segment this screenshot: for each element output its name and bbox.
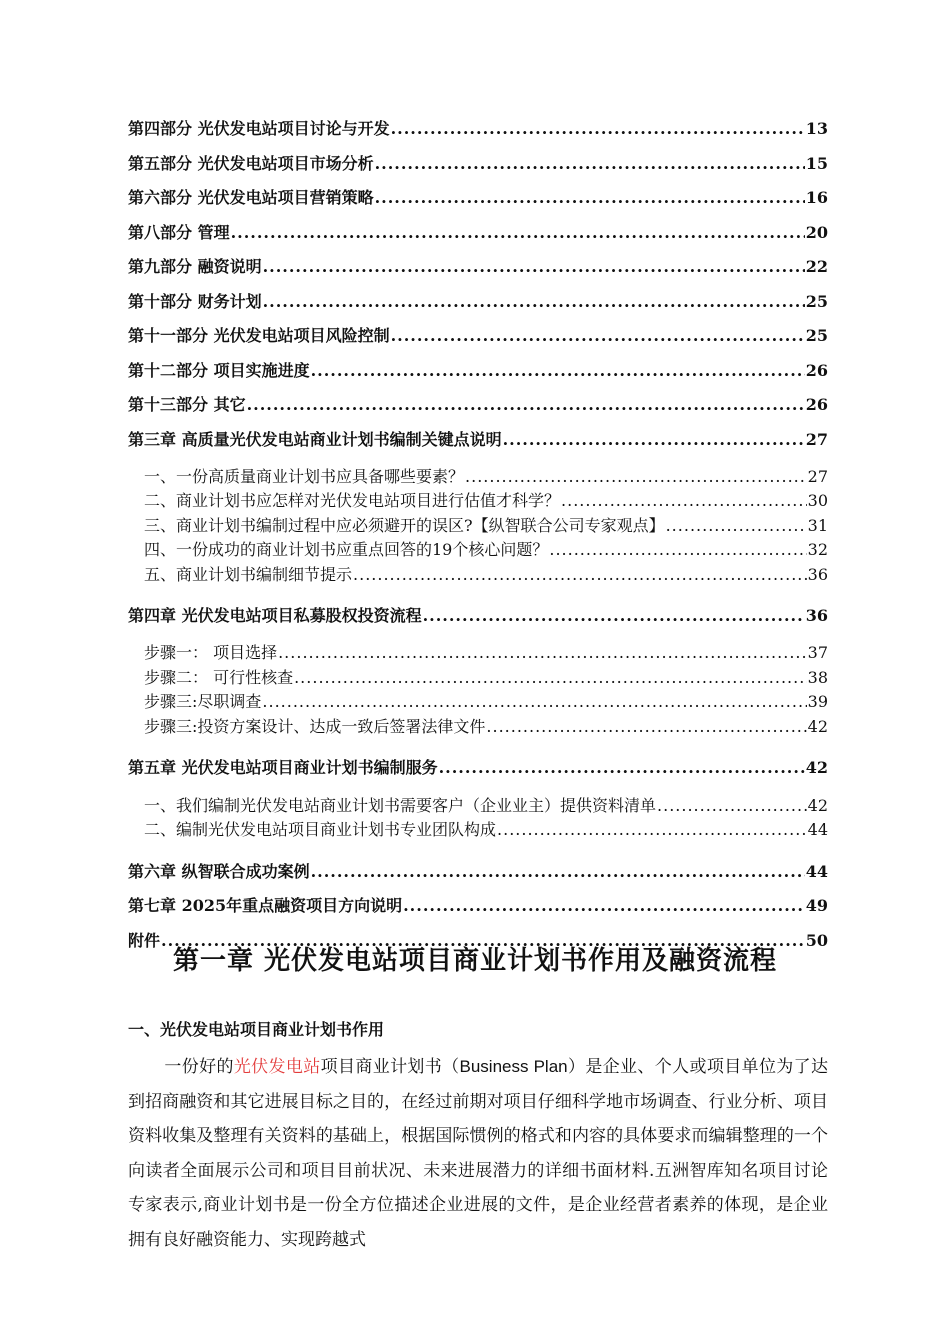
toc-entry-title: 一、我们编制光伏发电站商业计划书需要客户（企业业主）提供资料清单 <box>144 795 657 815</box>
toc-leader-dots <box>423 606 805 626</box>
toc-entry[interactable] <box>128 285 828 320</box>
toc-entry[interactable] <box>128 147 828 182</box>
toc-entry[interactable] <box>128 668 828 692</box>
toc-entry[interactable] <box>128 820 828 844</box>
toc-leader-dots <box>549 540 806 560</box>
toc-entry-page: 22 <box>805 257 828 277</box>
toc-entry-page: 50 <box>805 930 828 950</box>
toc-entry-page: 39 <box>807 692 828 712</box>
toc-entry-title: 第九部分 融资说明 <box>128 257 262 277</box>
toc-leader-dots <box>391 119 805 139</box>
toc-entry-title: 第四章 光伏发电站项目私募股权投资流程 <box>128 606 422 626</box>
toc-entry-page: 49 <box>805 896 828 916</box>
toc-leader-dots <box>375 154 805 174</box>
body-rest: ）是企业、个人或项目单位为了达到招商融资和其它进展目标之目的，在经过前期对项目仔细科学地市场调查、行业分析、项目资料收集及整理有关资料的基础上，根据国际惯例的格式和内容的具体要求而编辑整理的一个向读者全面展示公司和项目目前状况、未来进展潜力的详细书面材料.五洲智库知名项目讨论专家表示,商业计划书是一份全方位描述企业进展的文件，是企业经营者素养的体现，是企业拥有良好融资能力、实现跨越式 <box>128 1057 829 1250</box>
toc-entry-page: 26 <box>805 360 828 380</box>
toc-entry-title: 步骤三:尽职调查 <box>144 692 262 712</box>
toc-entry-page: 13 <box>805 119 828 139</box>
toc-leader-dots <box>231 223 805 243</box>
toc-entry[interactable] <box>128 516 828 540</box>
highlight-link[interactable]: 光伏发电站 <box>233 1057 321 1077</box>
toc-entry-page: 25 <box>805 326 828 346</box>
toc-leader-dots <box>262 692 806 712</box>
toc-leader-dots <box>247 395 805 415</box>
toc-leader-dots <box>375 188 805 208</box>
toc-entry-title: 第五章 光伏发电站项目商业计划书编制服务 <box>128 758 438 778</box>
toc-entry[interactable] <box>128 319 828 354</box>
toc-leader-dots <box>503 430 805 450</box>
toc-entry-page: 37 <box>807 643 828 663</box>
toc-entry-title: 第四部分 光伏发电站项目讨论与开发 <box>128 119 390 139</box>
toc-entry-page: 27 <box>805 429 828 449</box>
toc-entry-page: 15 <box>805 153 828 173</box>
toc-entry-title: 五、商业计划书编制细节提示 <box>144 564 353 584</box>
toc-leader-dots <box>294 668 807 688</box>
toc-entry[interactable] <box>128 112 828 147</box>
toc-entry-title: 步骤二： 可行性核查 <box>144 667 294 687</box>
toc-entry-page: 44 <box>805 861 828 881</box>
toc-leader-dots <box>278 643 807 663</box>
body-latin: Business Plan <box>459 1057 568 1076</box>
toc-leader-dots <box>657 796 807 816</box>
toc-leader-dots <box>486 717 806 737</box>
toc-entry[interactable] <box>128 491 828 515</box>
toc-entry-page: 26 <box>805 395 828 415</box>
toc-leader-dots <box>497 820 807 840</box>
toc-entry-title: 第八部分 管理 <box>128 222 230 242</box>
toc-leader-dots <box>439 758 805 778</box>
toc-entry-page: 42 <box>807 795 828 815</box>
toc-entry[interactable] <box>128 692 828 716</box>
toc-entry-page: 36 <box>807 564 828 584</box>
toc-entry-title: 二、商业计划书应怎样对光伏发电站项目进行估值才科学？ <box>144 491 561 511</box>
toc-entry-page: 27 <box>807 467 828 486</box>
toc-entry[interactable] <box>128 889 828 924</box>
toc-entry[interactable] <box>128 250 828 285</box>
toc-entry-page: 30 <box>807 491 828 511</box>
toc-entry[interactable] <box>128 565 828 589</box>
toc-entry-title: 附件 <box>128 930 161 950</box>
toc-entry[interactable] <box>128 423 828 458</box>
toc-entry-title: 第十部分 财务计划 <box>128 291 262 311</box>
toc-entry[interactable] <box>128 643 828 667</box>
toc-entry-page: 42 <box>805 758 828 778</box>
toc-entry-title: 第六章 纵智联合成功案例 <box>128 861 310 881</box>
toc-leader-dots <box>391 326 805 346</box>
body-after-highlight: 项目商业计划书（ <box>320 1057 460 1077</box>
toc-entry-title: 第六部分 光伏发电站项目营销策略 <box>128 188 374 208</box>
toc-entry-title: 第十三部分 其它 <box>128 395 246 415</box>
toc-entry[interactable] <box>128 354 828 389</box>
toc-entry-page: 31 <box>807 515 828 535</box>
toc-entry[interactable] <box>128 467 828 491</box>
toc-leader-dots <box>263 292 805 312</box>
toc-entry-title: 第十二部分 项目实施进度 <box>128 360 310 380</box>
toc-entry[interactable] <box>128 181 828 216</box>
toc-entry[interactable] <box>128 599 828 634</box>
toc-entry[interactable] <box>128 388 828 423</box>
section-title: 一、光伏发电站项目商业计划书作用 <box>128 1020 385 1039</box>
body-paragraph <box>128 1050 828 1257</box>
toc-leader-dots <box>353 565 807 585</box>
body-lead: 一份好的 <box>164 1057 234 1077</box>
toc-entry-page: 32 <box>807 540 828 560</box>
toc-entry-page: 42 <box>807 716 828 736</box>
toc-entry-title: 步骤三:投资方案设计、达成一致后签署法律文件 <box>144 716 486 736</box>
toc-entry-title: 第十一部分 光伏发电站项目风险控制 <box>128 326 390 346</box>
table-of-contents <box>128 112 828 958</box>
toc-entry-page: 20 <box>805 222 828 242</box>
toc-entry-page: 44 <box>807 819 828 839</box>
toc-entry[interactable] <box>128 854 828 889</box>
toc-entry[interactable] <box>128 796 828 820</box>
toc-entry-title: 步骤一： 项目选择 <box>144 643 278 663</box>
toc-leader-dots <box>465 467 807 487</box>
toc-leader-dots <box>666 516 807 536</box>
toc-entry-title: 三、商业计划书编制过程中应必须避开的误区?【纵智联合公司专家观点】 <box>144 515 665 535</box>
toc-entry-page: 16 <box>805 188 828 208</box>
toc-entry-page: 36 <box>805 606 828 626</box>
toc-entry-title: 一、一份高质量商业计划书应具备哪些要素？ <box>144 467 465 486</box>
toc-entry-page: 38 <box>807 667 828 687</box>
toc-entry-title: 第七章 2025年重点融资项目方向说明 <box>128 896 403 916</box>
toc-entry-page: 25 <box>805 291 828 311</box>
toc-leader-dots <box>263 257 805 277</box>
toc-entry[interactable] <box>128 216 828 251</box>
toc-entry-title: 第三章 高质量光伏发电站商业计划书编制关键点说明 <box>128 429 502 449</box>
toc-leader-dots <box>311 862 805 882</box>
toc-entry[interactable] <box>128 717 828 741</box>
toc-entry[interactable] <box>128 540 828 564</box>
chapter-title: 第一章 光伏发电站项目商业计划书作用及融资流程 <box>172 946 778 976</box>
toc-leader-dots <box>403 896 805 916</box>
toc-entry-title: 第五部分 光伏发电站项目市场分析 <box>128 153 374 173</box>
toc-leader-dots <box>561 491 807 511</box>
toc-leader-dots <box>311 361 805 381</box>
toc-entry-title: 二、编制光伏发电站项目商业计划书专业团队构成 <box>144 819 497 839</box>
toc-entry-title: 四、一份成功的商业计划书应重点回答的19个核心问题？ <box>144 540 549 560</box>
toc-entry[interactable] <box>128 751 828 786</box>
